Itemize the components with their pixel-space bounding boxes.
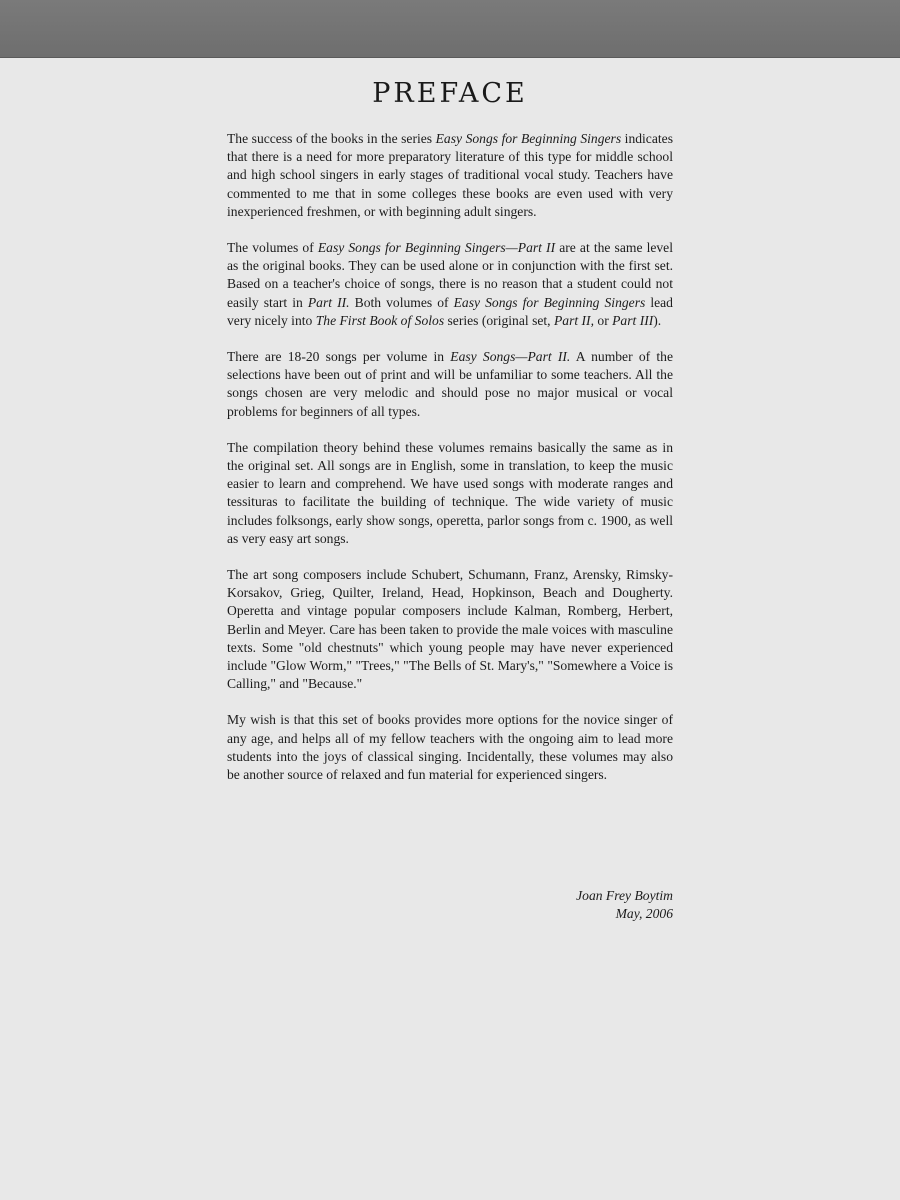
page-title: PREFACE (372, 78, 528, 109)
italic-title-text: Easy Songs for Beginning Singers—Part II (317, 240, 556, 256)
paragraph-text: Both volumes of (349, 294, 454, 310)
italic-title-text: Easy Songs for Beginning Singers (435, 131, 622, 146)
paragraph (227, 239, 673, 330)
paragraph-text: The compilation theory behind these volumes remains basically the same as in the original set. All songs are in English, some in translation, to keep the music easier to learn and comprehend. We have used songs with moderate ranges and tessituras to facilitate the building of technique. The wide variety of music includes folksongs, early show songs, operetta, parlor songs from c. 1900, as well as very easy art songs. (227, 439, 673, 546)
paragraph-text: The success of the books in the series (227, 131, 436, 146)
preface-body (227, 130, 673, 802)
paragraph-text: or (594, 312, 613, 328)
italic-title-text: Easy Songs—Part II. (450, 349, 571, 365)
paragraph-text: There are 18-20 songs per volume in (227, 349, 451, 365)
paragraph (227, 130, 673, 221)
italic-title-text: The First Book of Solos (315, 312, 445, 328)
paragraph-text: indicates that there is a need for more preparatory literature of this type for middle school and high school singers in early stages of traditional vocal study. Teachers have commented to me that in some colleges these books are even used with very inexperienced freshmen, or with beginning adult singers. (227, 131, 673, 219)
paragraph-text: My wish is that this set of books provides more options for the novice singer of any age, and helps all of my fellow teachers with the ongoing aim to lead more students into the joys of classical singing. Incidentally, these volumes may also be another source of relaxed and fun material for experienced singers. (227, 712, 673, 783)
paragraph (227, 439, 673, 548)
paragraph-text: series (original set, (444, 312, 554, 328)
author-name: Joan Frey Boytim (576, 888, 673, 903)
paragraph (227, 566, 673, 693)
paragraph (227, 711, 673, 784)
paragraph (227, 348, 673, 421)
paragraph-text: ). (653, 312, 662, 328)
italic-title-text: Part II, (553, 312, 594, 328)
paragraph-text: lead very nicely into (227, 294, 673, 328)
paragraph-text: The volumes of (227, 240, 318, 256)
signature-date: May, 2006 (615, 906, 673, 922)
italic-title-text: Part II. (307, 294, 350, 310)
signature-block (227, 887, 673, 923)
paragraph-text: are at the same level as the original books. They can be used alone or in conjunction with the first set. Based on a teacher's choice of songs, there is no reason that a student could not easily start in (227, 240, 673, 310)
italic-title-text: Easy Songs for Beginning Singers (453, 294, 646, 310)
paragraph-text: A number of the selections have been out of print and will be unfamiliar to some teachers. All the songs chosen are very melodic and should pose no major musical or vocal problems for beginners of all types. (227, 349, 674, 419)
paragraph-text: The art song composers include Schubert, Schumann, Franz, Arensky, Rimsky-Korsakov, Grieg, Quilter, Ireland, Head, Hopkinson, Beach and Dougherty. Operetta and vintage popular composers include Kalman, Romberg, Herbert, Berlin and Meyer. Care has been taken to provide the male voices with masculine texts. Some "old chestnuts" which young people may have never experienced include "Glow Worm," "Trees," "The Bells of St. Mary's," "Somewhere a Voice is Calling," and "Because." (227, 567, 673, 692)
viewer-top-bar (0, 0, 900, 58)
italic-title-text: Part III (612, 312, 654, 328)
